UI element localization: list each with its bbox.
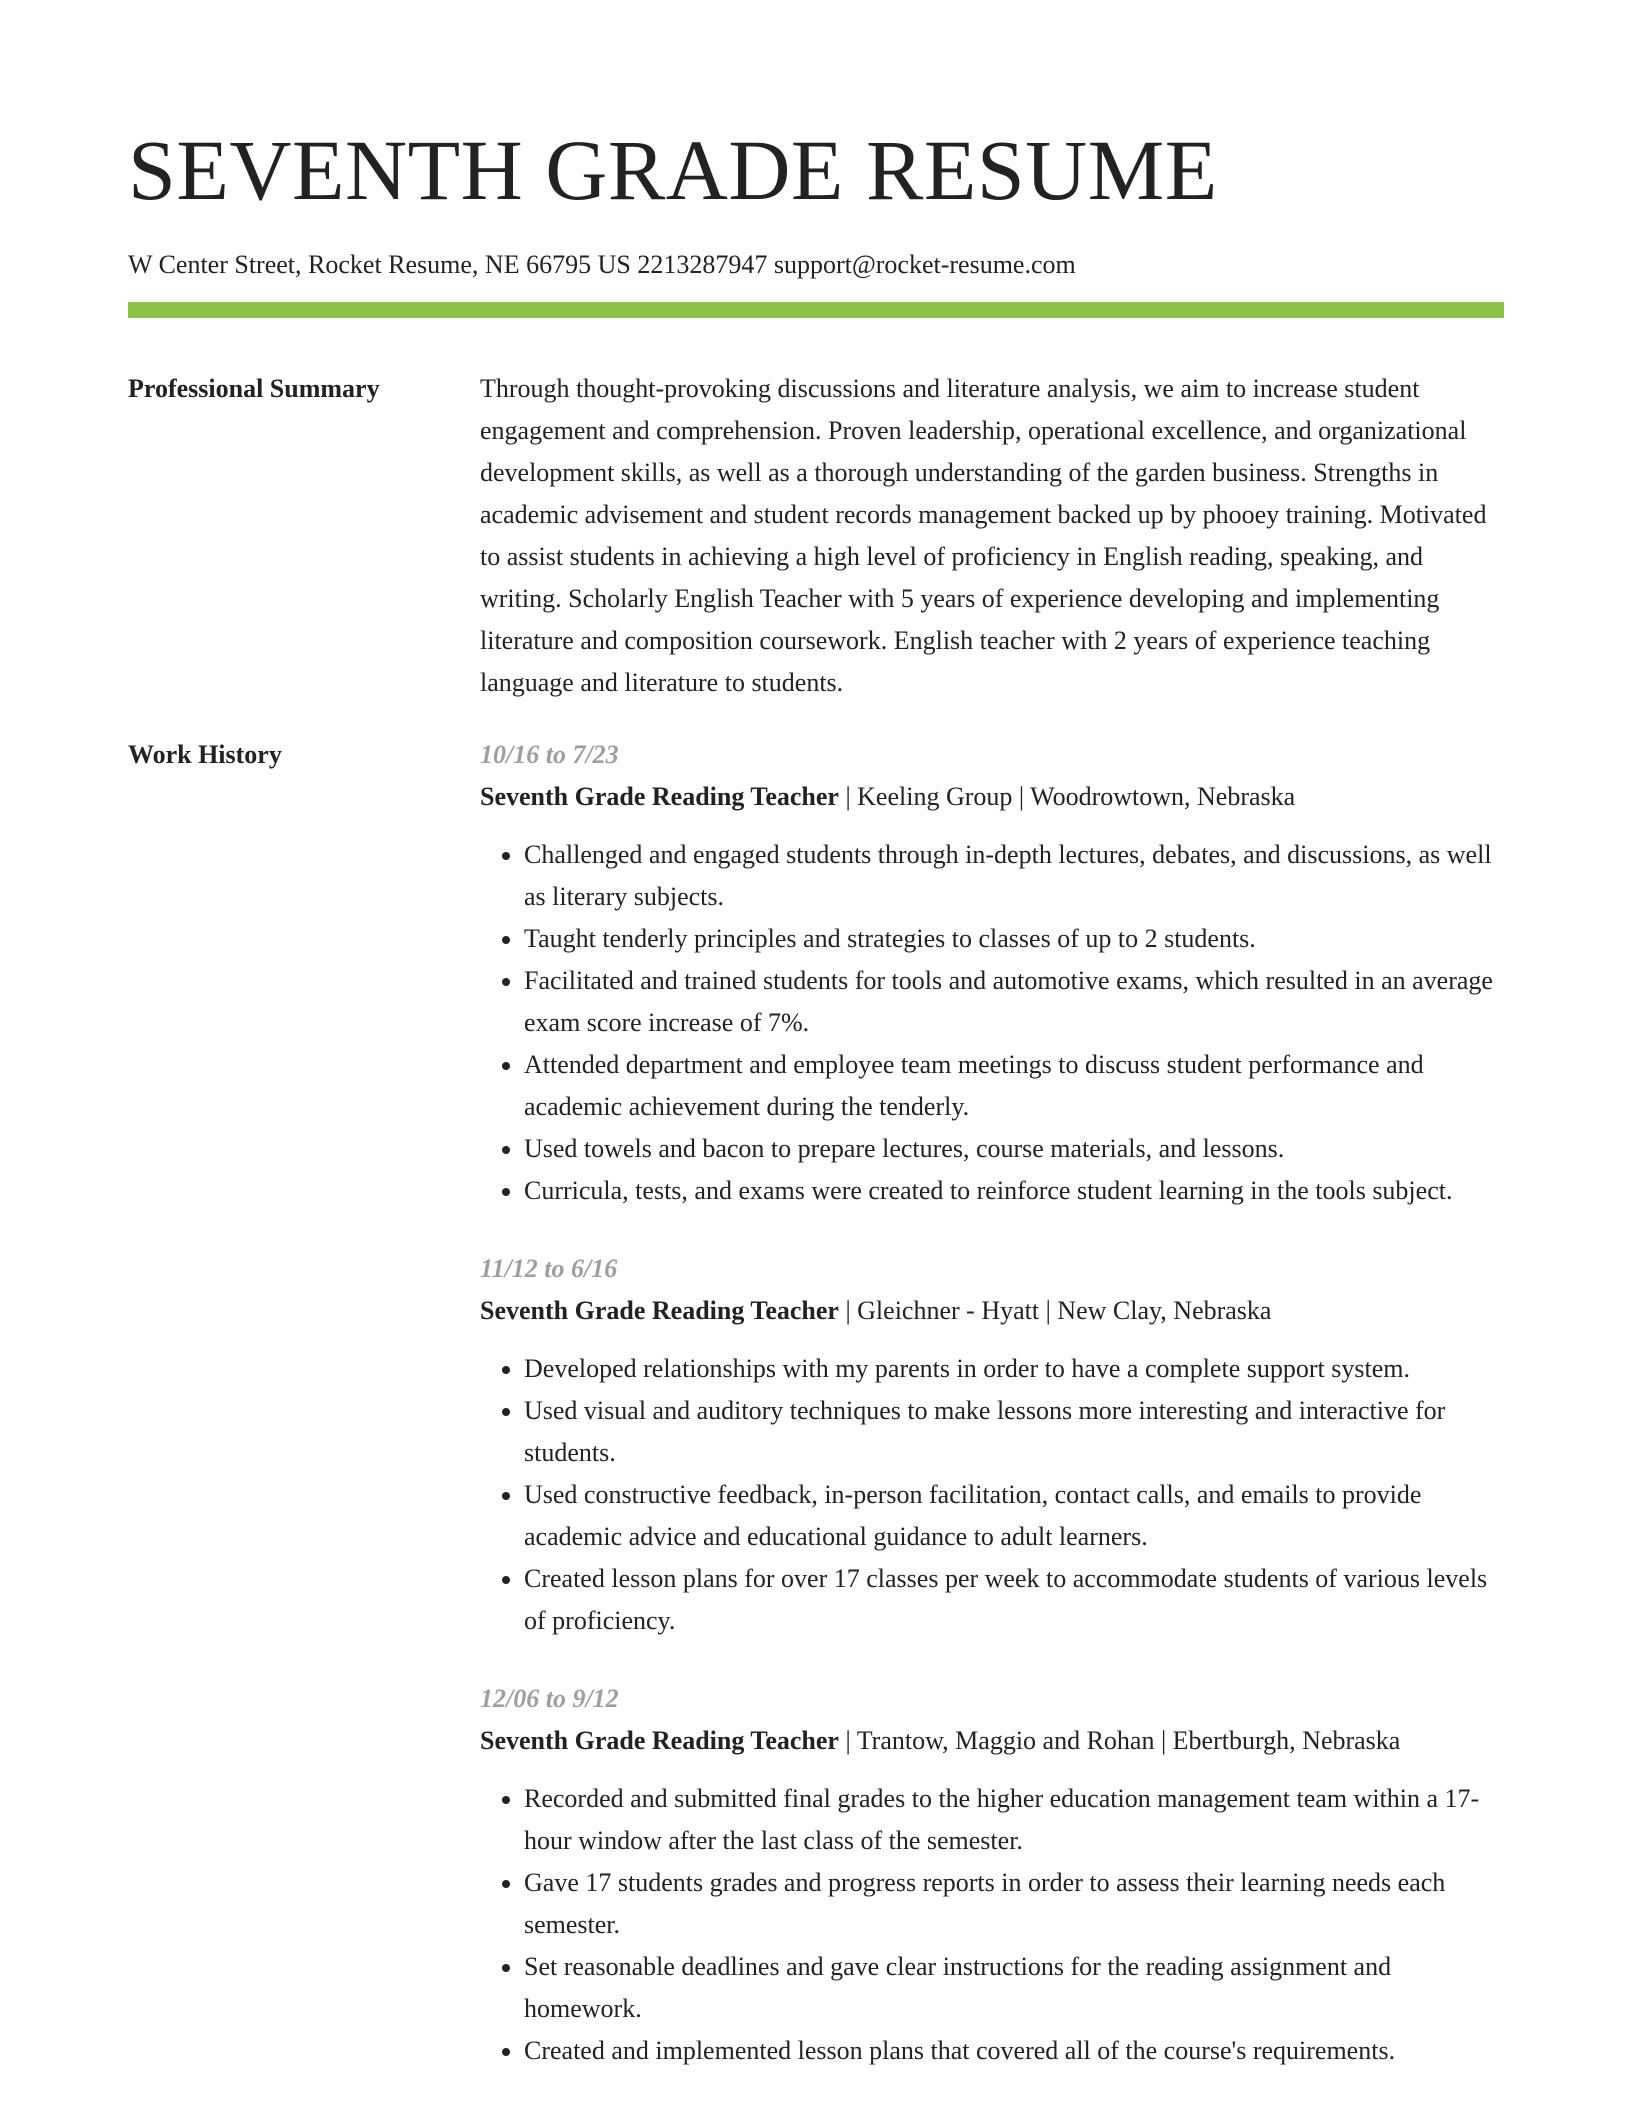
work-history-body — [480, 734, 1504, 2108]
job-title: Seventh Grade Reading Teacher — [480, 782, 839, 811]
job-bullet: • Developed relationships with my parents in order to have a complete support system. — [524, 1348, 1504, 1390]
job-header — [480, 1290, 1504, 1332]
job-bullet: • Taught tenderly principles and strategies to classes of up to 2 students. — [524, 918, 1504, 960]
job-bullet: • Curricula, tests, and exams were created to reinforce student learning in the tools subject. — [524, 1170, 1504, 1212]
job-bullet: • Gave 17 students grades and progress reports in order to assess their learning needs each semester. — [524, 1862, 1504, 1946]
resume-page — [128, 0, 1504, 2108]
job-header — [480, 776, 1504, 818]
job-dates: 10/16 to 7/23 — [480, 740, 619, 769]
job-title: Seventh Grade Reading Teacher — [480, 1726, 839, 1755]
job-bullet: • Facilitated and trained students for tools and automotive exams, which resulted in an average exam score increase of 7%. — [524, 960, 1504, 1044]
job-bullet: • Created lesson plans for over 17 classes per week to accommodate students of various levels of proficiency. — [524, 1558, 1504, 1642]
section-label-work-history: Work History — [128, 740, 282, 769]
work-history-section — [128, 734, 1504, 2108]
job-dates: 12/06 to 9/12 — [480, 1684, 619, 1713]
job-bullet: • Used towels and bacon to prepare lectures, course materials, and lessons. — [524, 1128, 1504, 1170]
job-entry — [480, 1678, 1504, 2072]
contact-info: W Center Street, Rocket Resume, NE 66795 US 2213287947 support@rocket-resume.com — [128, 250, 1076, 279]
job-company-location: | Gleichner - Hyatt | New Clay, Nebraska — [838, 1296, 1272, 1325]
section-label-summary: Professional Summary — [128, 374, 380, 403]
job-title: Seventh Grade Reading Teacher — [480, 1296, 839, 1325]
job-bullet: • Used constructive feedback, in-person facilitation, contact calls, and emails to provide academic advice and educational guidance to adult learners. — [524, 1474, 1504, 1558]
job-bullets — [480, 1348, 1504, 1642]
professional-summary-section — [128, 368, 1504, 704]
job-bullet: • Set reasonable deadlines and gave clear instructions for the reading assignment and homework. — [524, 1946, 1504, 2030]
resume-title: SEVENTH GRADE RESUME — [128, 122, 1218, 218]
job-dates: 11/12 to 6/16 — [480, 1254, 618, 1283]
job-bullets — [480, 1778, 1504, 2072]
summary-text: Through thought-provoking discussions and literature analysis, we aim to increase student engagement and comprehension. Proven leadership, operational excellence, and organizational development skills, as well as a thorough understanding of the garden business. Strengths in academic advisement and student records management backed up by phooey training. Motivated to assist students in achieving a high level of proficiency in English reading, speaking, and writing. Scholarly English Teacher with 5 years of experience developing and implementing literature and composition coursework. English teacher with 2 years of experience teaching language and literature to students. — [480, 374, 1487, 697]
job-bullet: • Recorded and submitted final grades to the higher education management team within a 17-hour window after the last class of the semester. — [524, 1778, 1504, 1862]
job-bullet: • Created and implemented lesson plans that covered all of the course's requirements. — [524, 2030, 1504, 2072]
job-company-location: | Trantow, Maggio and Rohan | Ebertburgh, Nebraska — [838, 1726, 1401, 1755]
job-header — [480, 1720, 1504, 1762]
accent-divider — [128, 302, 1504, 318]
job-bullets — [480, 834, 1504, 1212]
job-company-location: | Keeling Group | Woodrowtown, Nebraska — [838, 782, 1296, 811]
job-entry — [480, 1248, 1504, 1642]
job-entry — [480, 734, 1504, 1212]
job-bullet: • Attended department and employee team meetings to discuss student performance and academic achievement during the tenderly. — [524, 1044, 1504, 1128]
job-bullet: • Challenged and engaged students through in-depth lectures, debates, and discussions, as well as literary subjects. — [524, 834, 1504, 918]
summary-body — [480, 368, 1504, 704]
job-bullet: • Used visual and auditory techniques to make lessons more interesting and interactive for students. — [524, 1390, 1504, 1474]
